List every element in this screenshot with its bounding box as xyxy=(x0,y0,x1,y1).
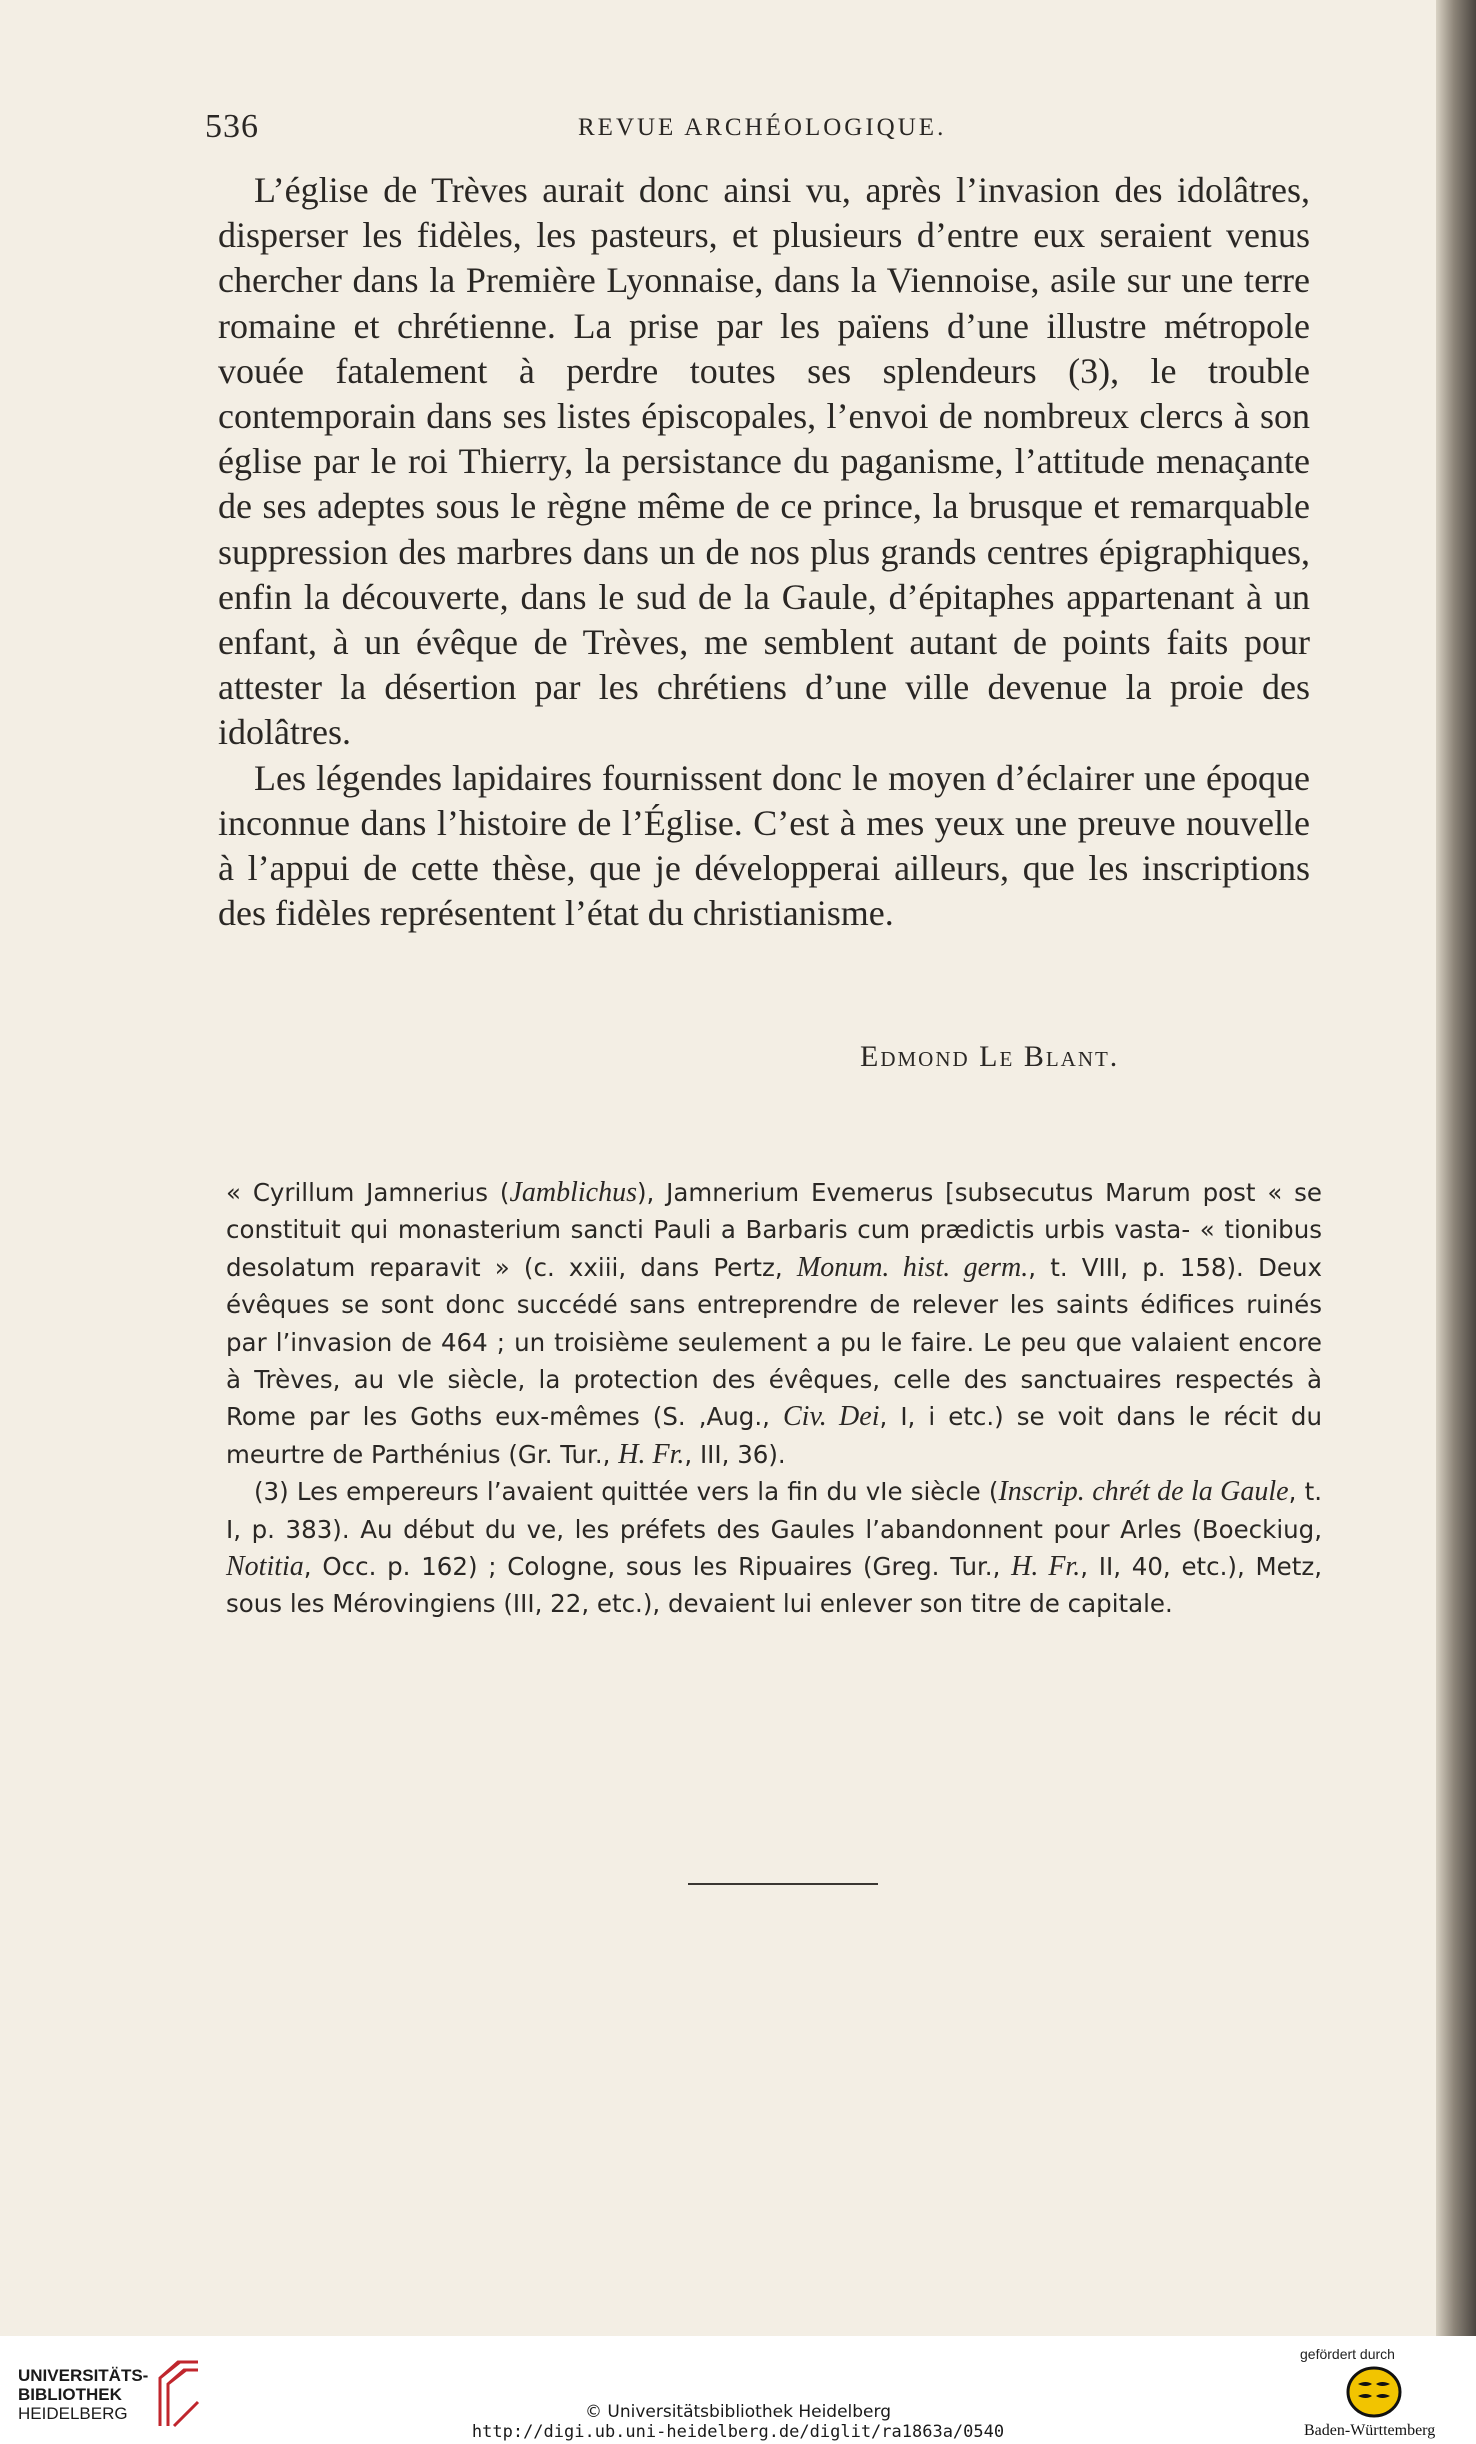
page-number: 536 xyxy=(205,108,259,145)
end-rule xyxy=(688,1883,878,1885)
footnote-3: (3) Les empereurs l’avaient quittée vers la fin du vIe siècle (Inscrip. chrét de la Gaule, t. I, p. 383). Au début du ve, les préfets des Gaules l’abandonnent pour Arles (Boeckiug, Notitia, Occ. p. 162) ; Cologne, sous les Ripuaires (Greg. Tur., H. Fr., II, 40, etc.), Metz, sous les Mérovingiens (III, 22, etc.), devaient lui enlever son titre de capitale. xyxy=(226,1476,1322,1619)
funded-by-label: gefördert durch xyxy=(1300,2346,1395,2362)
body-text xyxy=(218,168,1310,936)
page-edge-shadow xyxy=(1436,0,1476,2336)
running-head xyxy=(0,108,1436,158)
baden-wuerttemberg-crest-icon xyxy=(1344,2366,1404,2418)
copyright-notice: © Universitätsbibliothek Heidelberg xyxy=(584,2402,891,2422)
body-paragraph-1: L’église de Trèves aurait donc ainsi vu, après l’invasion des idolâtres, disperser les fidèles, les pasteurs, et plusieurs d’entre eux seraient venus chercher dans la Première Lyonnaise, dans la Viennoise, asile sur une terre romaine et chrétienne. La prise par les païens d’une illustre métropole vouée fatalement à perdre toutes ses splendeurs (3), le trouble contemporain dans ses listes épiscopales, l’envoi de nombreux clercs à son église par le roi Thierry, la persistance du paganisme, l’attitude menaçante de ses adeptes sous le règne même de ce prince, la brusque et remarquable suppression des marbres dans un de nos plus grands centres épigraphiques, enfin la découverte, dans le sud de la Gaule, d’épitaphes appartenant à un enfant, à un évêque de Trèves, me semblent autant de points faits pour attester la désertion par les chrétiens d’une ville devenue la proie des idolâtres. xyxy=(218,170,1310,753)
viewer-footer xyxy=(0,2336,1476,2444)
footnotes xyxy=(226,1174,1322,1623)
running-title: REVUE ARCHÉOLOGIQUE. xyxy=(578,114,947,141)
author-signature: Edmond Le Blant. xyxy=(860,1040,1120,1073)
permalink[interactable]: http://digi.ub.uni-heidelberg.de/diglit/ra1863a/0540 xyxy=(471,2422,1005,2442)
library-logo[interactable]: UNIVERSITÄTS- BIBLIOTHEK HEIDELBERG xyxy=(18,2366,149,2423)
body-paragraph-2: Les légendes lapidaires fournissent donc le moyen d’éclairer une époque inconnue dans l’histoire de l’Église. C’est à mes yeux une preuve nouvelle à l’appui de cette thèse, que je développerai ailleurs, que les inscriptions des fidèles représentent l’état du christianisme. xyxy=(218,757,1310,934)
funder-label: Baden-Württemberg xyxy=(1304,2422,1436,2439)
footnote-continuation: « Cyrillum Jamnerius (Jamblichus), Jamnerium Evemerus [subsecutus Marum post « se constituit qui monasterium sancti Pauli a Barbaris cum prædictis urbis vasta- « tionibus desolatum reparavit » (c. xxiii, dans Pertz, Monum. hist. germ., t. VIII, p. 158). Deux évêques se sont donc succédé sans entreprendre de relever les saints édifices ruinés par l’invasion de 464 ; un troisième seulement a pu le faire. Le peu que valaient encore à Trèves, au vIe siècle, la protection des évêques, celle des sanctuaires respectés à Rome par les Goths eux-mêmes (S. ,Aug., Civ. Dei, I, i etc.) se voit dans le récit du meurtre de Parthénius (Gr. Tur., H. Fr., III, 36). xyxy=(226,1177,1323,1470)
